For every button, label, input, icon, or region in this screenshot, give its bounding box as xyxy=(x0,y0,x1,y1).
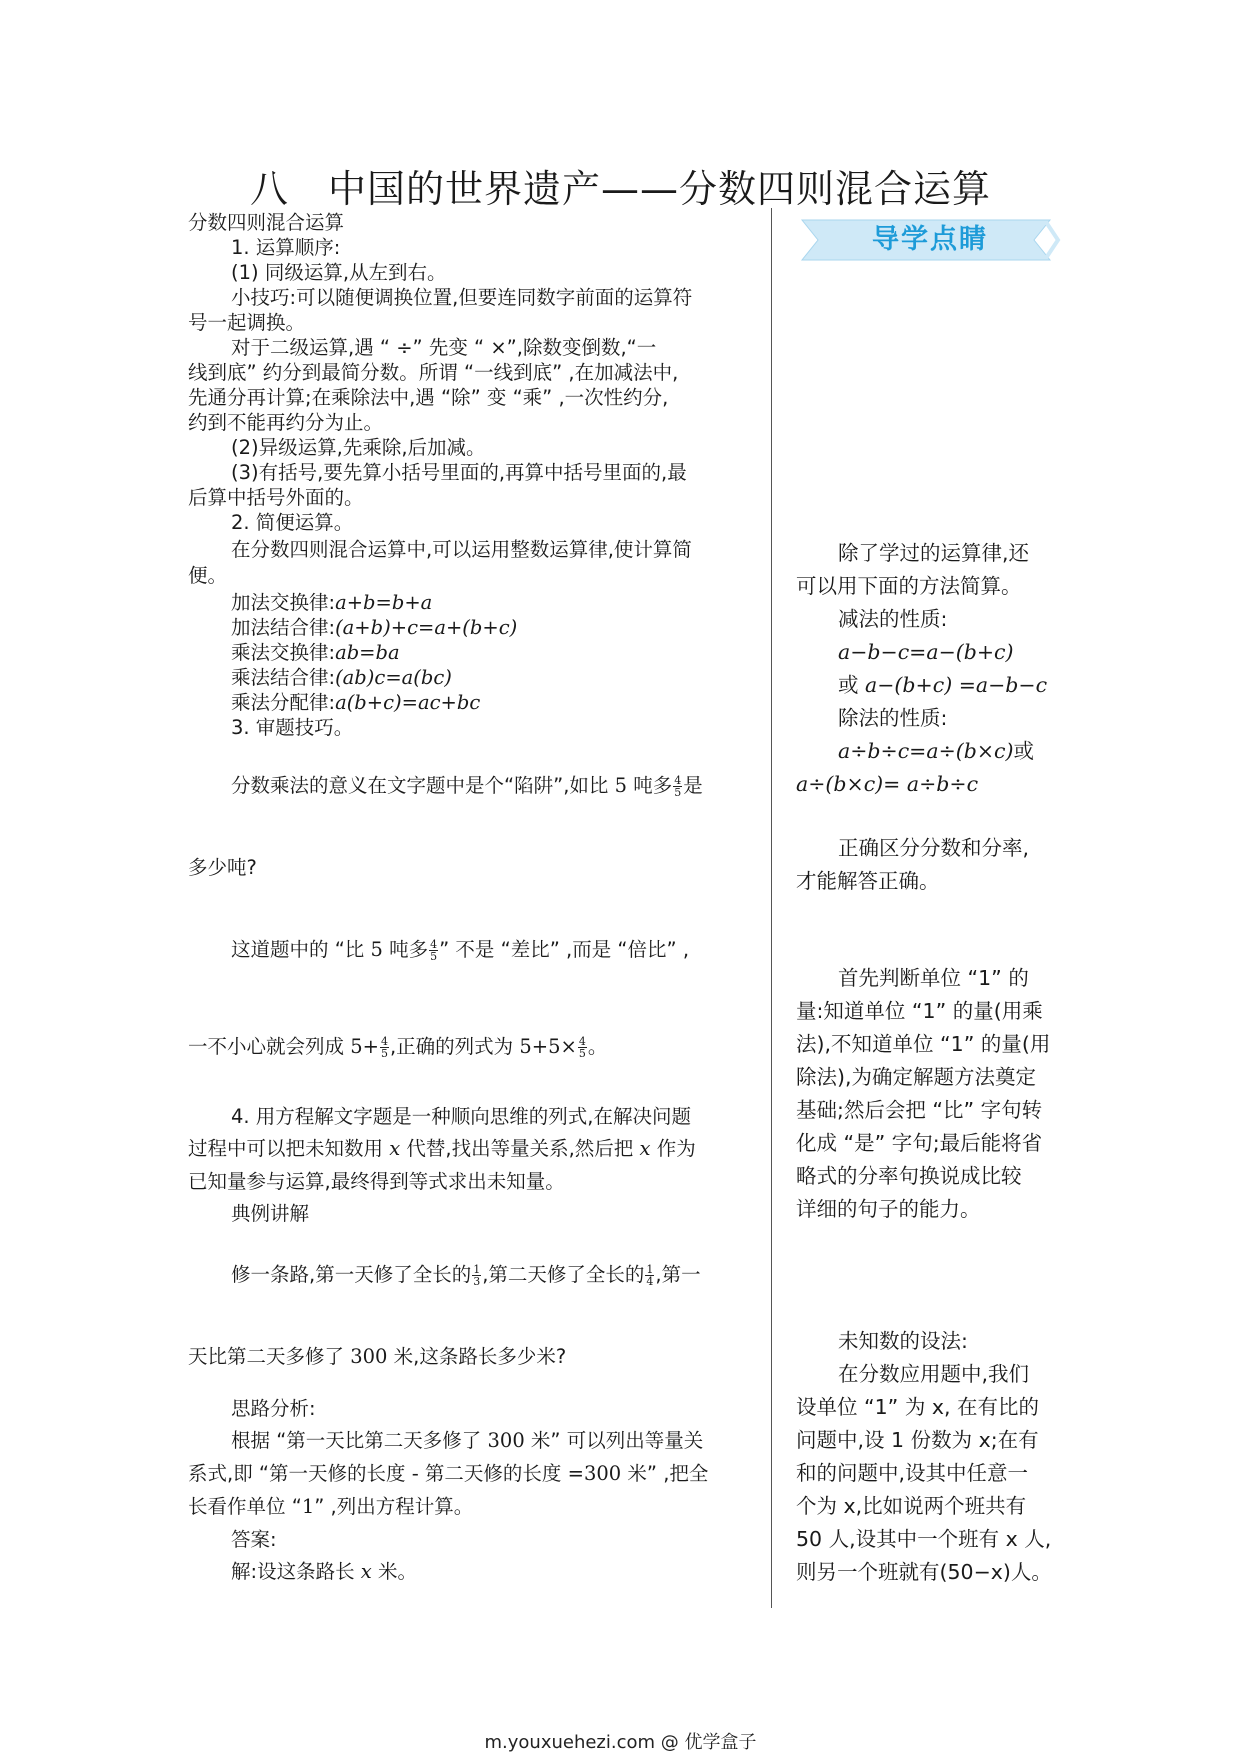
text-segment: 解:设这条路长 xyxy=(231,1560,361,1583)
trap-line-3 xyxy=(188,937,799,962)
note-2-line-2: 才能解答正确。 xyxy=(796,869,940,893)
subtraction-formula-1: a−b−c=a−(b+c) xyxy=(838,640,1014,664)
text-segment: 天比第二天多修了 xyxy=(188,1345,351,1368)
text-segment: 吨多 xyxy=(627,774,673,797)
numerator: 1 xyxy=(646,1263,654,1276)
number: 5 xyxy=(370,938,383,961)
law-label: 乘法交换律: xyxy=(231,641,336,664)
answer-heading: 答案: xyxy=(231,1528,277,1551)
trap-line-1 xyxy=(188,773,799,798)
example-line-1 xyxy=(188,1262,799,1287)
law-distributive xyxy=(188,690,799,715)
example-line-2 xyxy=(188,1344,756,1369)
banner-title: 导学点睛 xyxy=(872,224,988,255)
law-label: 加法交换律: xyxy=(231,591,336,614)
numerator: 4 xyxy=(578,1035,586,1048)
text-segment: 根据 “第一天比第二天多修了 xyxy=(231,1429,488,1452)
note-4-line-5: 个为 x,比如说两个班共有 xyxy=(796,1494,1027,1518)
rule-mixed-level: (2)异级运算,先乘除,后加减。 xyxy=(231,436,486,459)
note-4-line-4: 和的问题中,设其中任意一 xyxy=(796,1461,1029,1485)
rule-line-4: 约到不能再约分为止。 xyxy=(188,411,384,434)
text-segment: 分数乘法的意义在文字题中是个“陷阱”,如比 xyxy=(231,774,615,797)
division-formula-1: a÷b÷c=a÷(b×c) xyxy=(838,739,1014,763)
denominator: 4 xyxy=(646,1275,654,1288)
text-segment: ” 不是 “差比” ,而是 “倍比” , xyxy=(439,938,690,961)
division-formula-2: a÷(b×c)= a÷b÷c xyxy=(796,772,979,796)
trap-line-4 xyxy=(188,1034,756,1059)
note-3-line-7: 略式的分率句换说成比较 xyxy=(796,1164,1022,1188)
note-3-line-2: 量:知道单位 “1” 的量(用乘 xyxy=(796,999,1043,1023)
rule-line-3: 先通分再计算;在乘除法中,遇 “除” 变 “乘” ,一次性约分, xyxy=(188,386,669,409)
section-3-title: 3. 审题技巧。 xyxy=(231,716,354,739)
note-3-line-6: 化成 “是” 字句;最后能将省 xyxy=(796,1131,1043,1155)
variable: x xyxy=(360,1560,372,1583)
text-segment: ,第一 xyxy=(655,1263,701,1286)
law-addition-commutative xyxy=(188,590,799,615)
text-segment: ,正确的列式为 xyxy=(389,1035,520,1058)
text-segment: 系式,即 “第一天修的长度 - 第二天修的长度 = xyxy=(188,1462,584,1485)
note-3-line-4: 除法),为确定解题方法奠定 xyxy=(796,1065,1037,1089)
numerator: 4 xyxy=(430,938,438,951)
rule-line-2: 线到底” 约分到最简分数。所谓 “一线到底” ,在加减法中, xyxy=(188,361,679,384)
trap-line-2: 多少吨? xyxy=(188,856,257,879)
number: 300 xyxy=(487,1429,525,1452)
number: 5 xyxy=(614,774,628,797)
law-label: 乘法结合律: xyxy=(231,666,336,689)
wrong-expression: 5+ xyxy=(350,1035,379,1058)
law-multiplication-commutative xyxy=(188,640,799,665)
rule-brackets-1: (3)有括号,要先算小括号里面的,再算中括号里面的,最 xyxy=(231,461,687,484)
tip-line-1: 小技巧:可以随便调换位置,但要连同数字前面的运算符 xyxy=(231,286,693,309)
text-segment: 是 xyxy=(683,774,703,797)
note-3-line-5: 基础;然后会把 “比” 字句转 xyxy=(796,1098,1043,1122)
text-segment: 这道题中的 “比 xyxy=(231,938,371,961)
rule-line-1: 对于二级运算,遇 “ ÷” 先变 “ ×”,除数变倒数,“一 xyxy=(231,336,657,359)
denominator: 5 xyxy=(578,1047,586,1060)
denominator: 5 xyxy=(674,786,682,799)
page-title: 八 中国的世界遗产——分数四则混合运算 xyxy=(249,167,991,211)
fraction-one-third xyxy=(472,1264,481,1287)
rule-same-level: (1) 同级运算,从左到右。 xyxy=(231,261,447,284)
law-multiplication-associative xyxy=(188,665,799,690)
numerator: 1 xyxy=(473,1263,481,1276)
sidebar-banner xyxy=(796,218,1064,262)
tip-line-2: 号一起调换。 xyxy=(188,311,306,334)
denominator: 3 xyxy=(473,1275,481,1288)
note-4-line-6: 50 人,设其中一个班有 x 人, xyxy=(796,1527,1052,1551)
number: 300 xyxy=(583,1462,622,1485)
section-4-line-3: 已知量参与运算,最终得到等式求出未知量。 xyxy=(188,1170,565,1193)
fraction-one-fourth xyxy=(645,1264,654,1287)
section-2-title: 2. 简便运算。 xyxy=(231,511,354,534)
subtraction-property-label: 减法的性质: xyxy=(838,607,948,631)
text-segment: 吨多 xyxy=(382,938,429,961)
section-4-line-1: 4. 用方程解文字题是一种顺向思维的列式,在解决问题 xyxy=(231,1105,692,1128)
section-heading: 分数四则混合运算 xyxy=(188,211,345,234)
section-1-title: 1. 运算顺序: xyxy=(231,236,341,259)
or-word: 或 xyxy=(838,673,866,697)
text-segment: 代替,找出等量关系,然后把 xyxy=(400,1137,640,1160)
section-2-intro-1: 在分数四则混合运算中,可以运用整数运算律,使计算简 xyxy=(231,538,692,561)
analysis-line-1 xyxy=(188,1428,799,1453)
text-segment: 长看作单位 “ xyxy=(188,1495,302,1518)
note-3-line-8: 详细的句子的能力。 xyxy=(796,1197,981,1221)
text-segment: 一不小心就会列成 xyxy=(188,1035,351,1058)
section-4-line-2 xyxy=(188,1136,756,1161)
note-4-label: 未知数的设法: xyxy=(838,1329,968,1353)
text-segment: 作为 xyxy=(650,1137,696,1160)
law-formula: a(b+c)=ac+bc xyxy=(335,691,481,714)
analysis-heading: 思路分析: xyxy=(231,1397,316,1420)
note-4-line-7: 则另一个班就有(50−x)人。 xyxy=(796,1560,1052,1584)
text-segment: ,第二天修了全长的 xyxy=(482,1263,645,1286)
note-2-line-1: 正确区分分数和分率, xyxy=(838,836,1030,860)
variable: x xyxy=(639,1137,651,1160)
section-2-intro-2: 便。 xyxy=(188,564,228,587)
text-segment: 。 xyxy=(587,1035,608,1058)
numerator: 4 xyxy=(380,1035,388,1048)
correct-expression: 5+5× xyxy=(519,1035,577,1058)
text-segment: 米。 xyxy=(371,1560,417,1583)
example-heading: 典例讲解 xyxy=(231,1202,310,1225)
law-formula: (ab)c=a(bc) xyxy=(335,666,452,689)
note-4-line-1: 在分数应用题中,我们 xyxy=(838,1362,1030,1386)
law-formula: a+b=b+a xyxy=(335,591,433,614)
or-word: 或 xyxy=(1013,739,1035,763)
fraction-four-fifths xyxy=(380,1036,389,1059)
subtraction-formula-2-row xyxy=(796,669,1100,702)
denominator: 5 xyxy=(430,950,438,963)
note-3-line-1: 首先判断单位 “1” 的 xyxy=(838,966,1029,990)
law-formula: ab=ba xyxy=(335,641,400,664)
text-segment: ” ,列出方程计算。 xyxy=(314,1495,474,1518)
text-segment: 过程中可以把未知数用 xyxy=(188,1137,390,1160)
text-segment: 米” ,把全 xyxy=(621,1462,709,1485)
footer-watermark: m.youxuehezi.com @ 优学盒子 xyxy=(484,1732,757,1753)
subtraction-formula-2: a−(b+c) =a−b−c xyxy=(865,673,1048,697)
text-segment: 修一条路,第一天修了全长的 xyxy=(231,1263,472,1286)
numerator: 4 xyxy=(674,774,682,787)
note-3-line-3: 法),不知道单位 “1” 的量(用 xyxy=(796,1032,1051,1056)
number: 1 xyxy=(301,1495,315,1518)
analysis-line-3 xyxy=(188,1494,756,1519)
division-formula-1-row xyxy=(796,735,1100,768)
note-4-line-2: 设单位 “1” 为 x, 在有比的 xyxy=(796,1395,1039,1419)
law-addition-associative xyxy=(188,615,799,640)
division-property-label: 除法的性质: xyxy=(838,706,948,730)
fraction-four-fifths xyxy=(673,775,682,798)
law-formula: (a+b)+c=a+(b+c) xyxy=(335,616,518,639)
note-1-line-1: 除了学过的运算律,还 xyxy=(838,541,1030,565)
rule-brackets-2: 后算中括号外面的。 xyxy=(188,486,364,509)
solution-line xyxy=(188,1559,799,1584)
law-label: 加法结合律: xyxy=(231,616,336,639)
note-1-line-2: 可以用下面的方法简算。 xyxy=(796,574,1022,598)
text-segment: 米,这条路长多少米? xyxy=(387,1345,567,1368)
analysis-line-2 xyxy=(188,1461,756,1486)
text-segment: 米” 可以列出等量关 xyxy=(524,1429,704,1452)
fraction-four-fifths xyxy=(429,939,438,962)
fraction-four-fifths xyxy=(578,1036,587,1059)
note-4-line-3: 问题中,设 1 份数为 x;在有 xyxy=(796,1428,1039,1452)
variable: x xyxy=(389,1137,401,1160)
law-label: 乘法分配律: xyxy=(231,691,336,714)
denominator: 5 xyxy=(380,1047,388,1060)
number: 300 xyxy=(350,1345,388,1368)
